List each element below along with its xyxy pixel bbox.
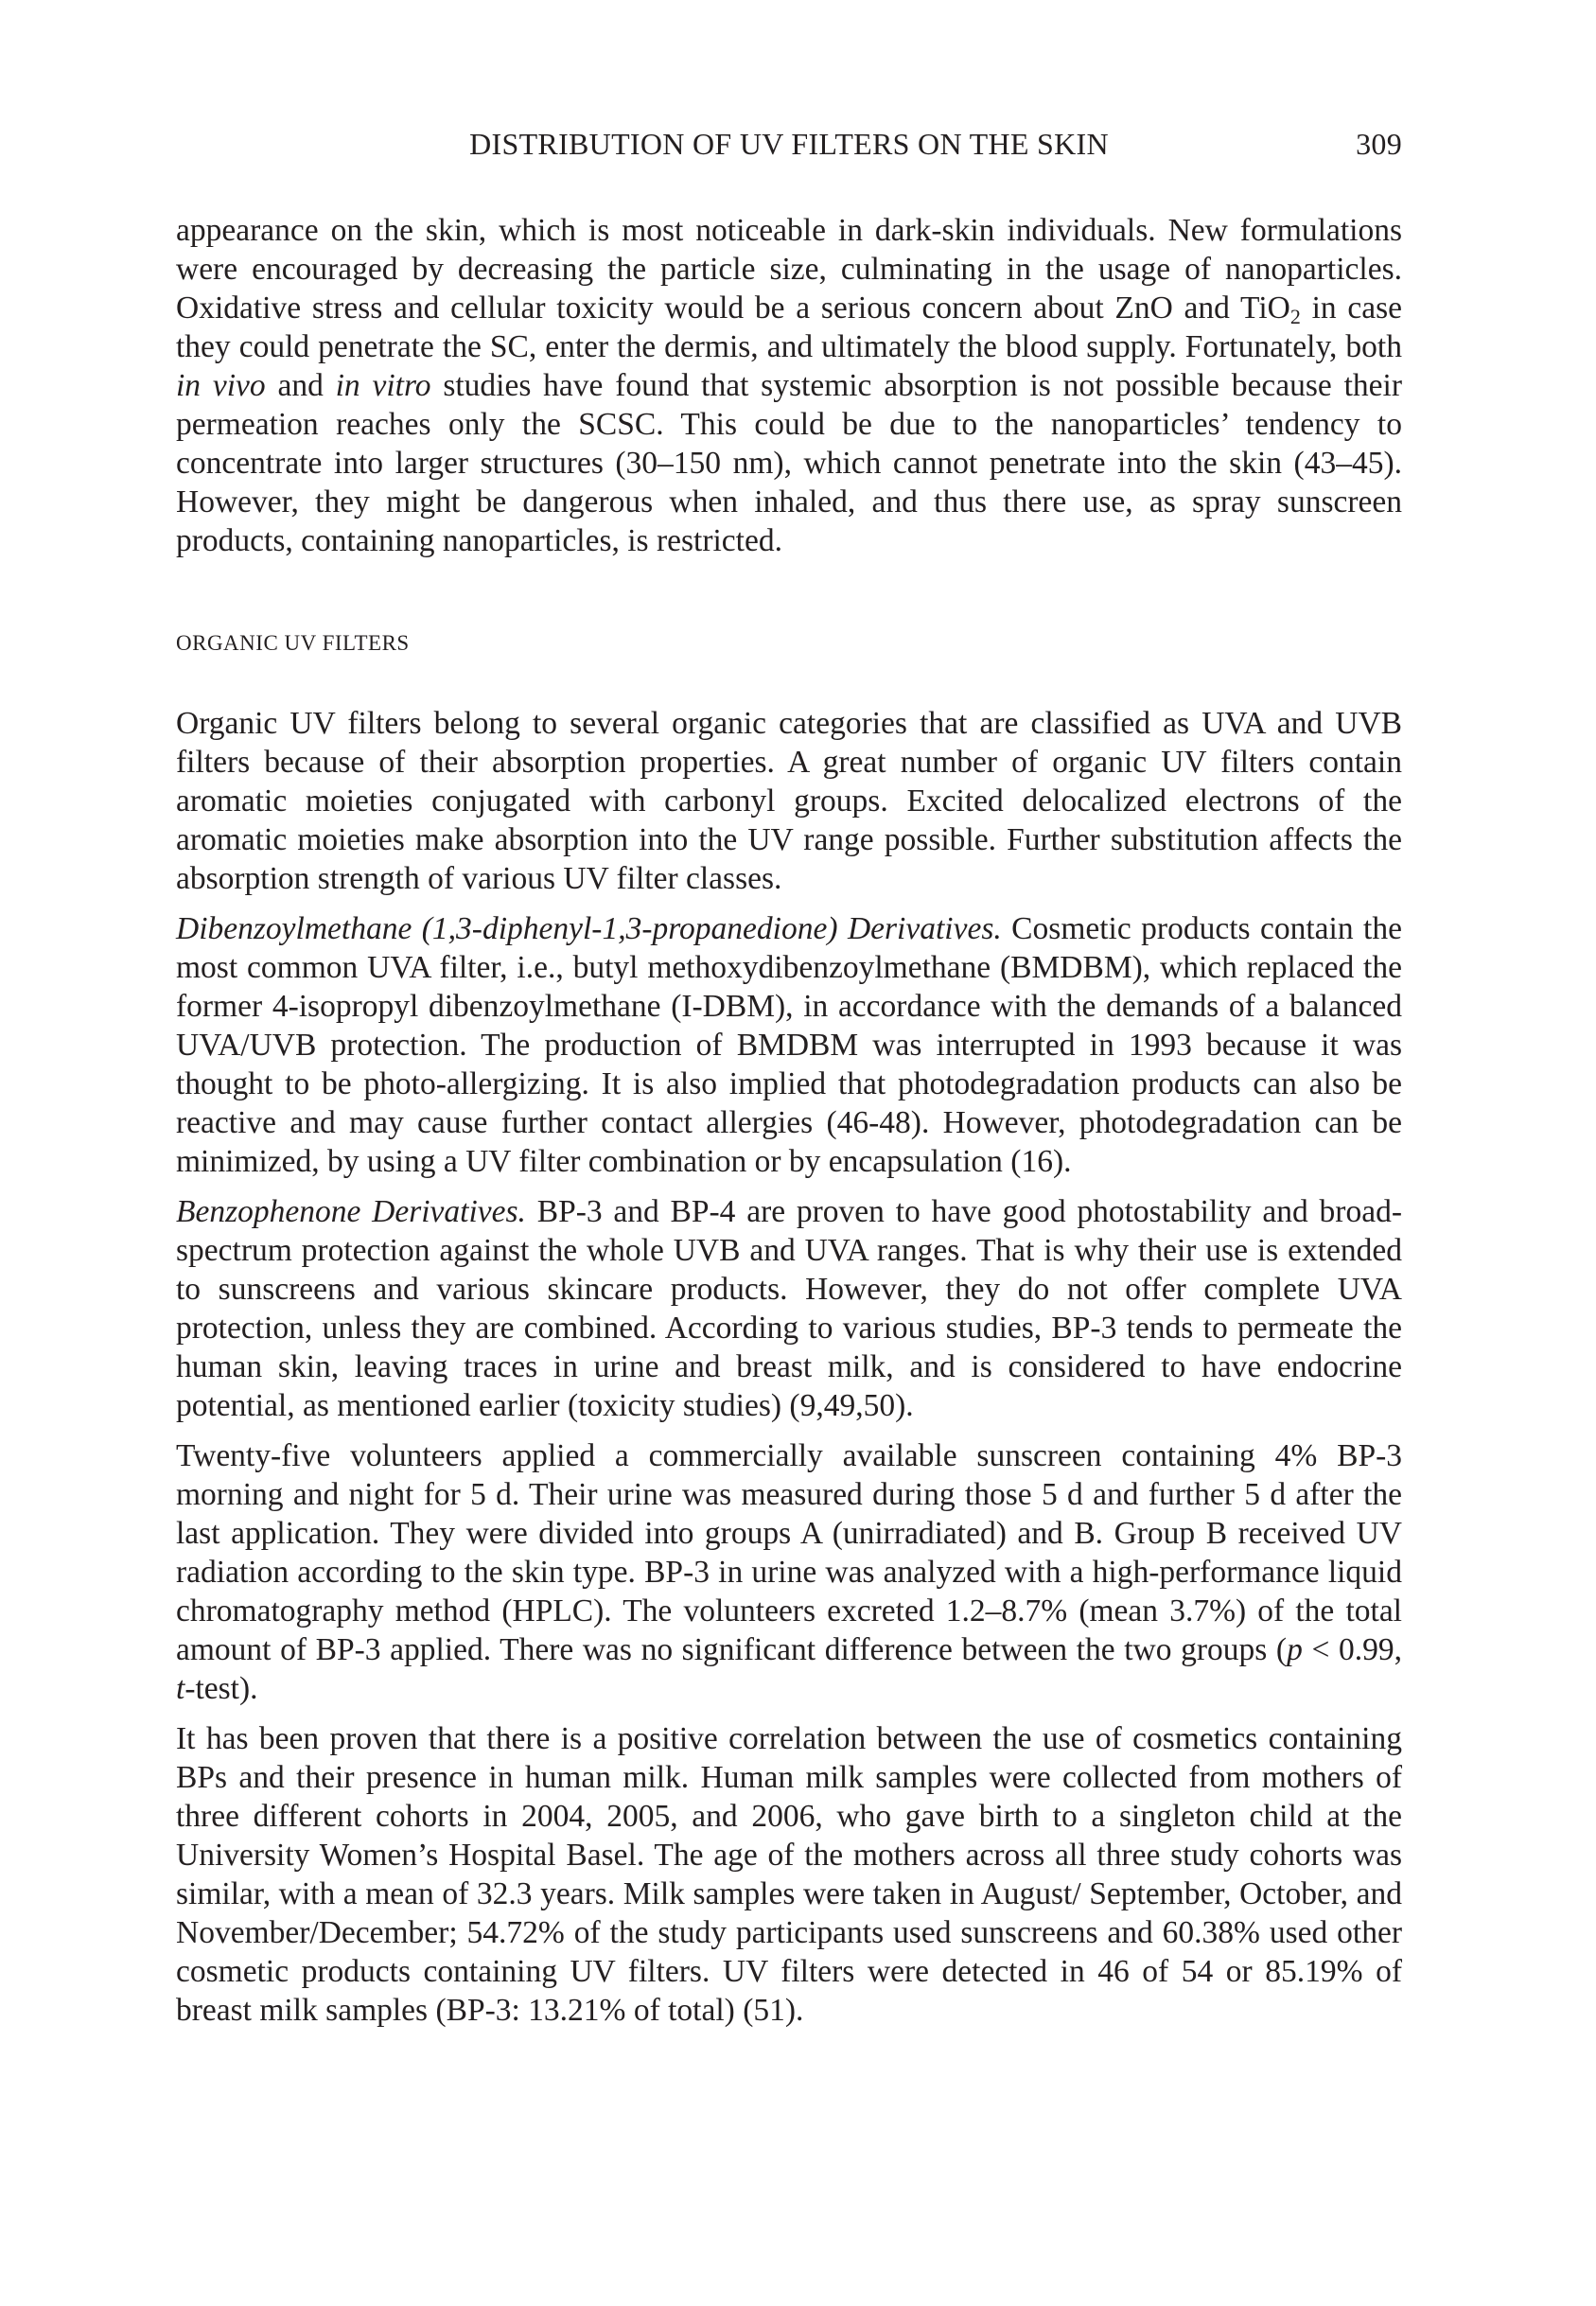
paragraph-volunteers <box>176 1436 1402 1708</box>
paragraph-intro <box>176 211 1402 560</box>
run-in-heading: Dibenzoylmethane (1,3-diphenyl-1,3-propanedione) Derivatives. <box>176 911 1002 946</box>
paragraph-organic-intro: Organic UV filters belong to several organic categories that are classified as UVA and UVB filters because of their absorption properties. A great number of organic UV filters contain aromatic moieties conjugated with carbonyl groups. Excited delocalized electrons of the aromatic moieties make absorption into the UV range possible. Further substitution affects the absorption strength of various UV filter classes. <box>176 706 1402 896</box>
run-in-heading: Benzophenone Derivatives. <box>176 1194 526 1229</box>
paragraph-dibenzoylmethane <box>176 909 1402 1181</box>
text-run: -test). <box>184 1671 258 1706</box>
page-number: 309 <box>1356 127 1402 161</box>
running-title: DISTRIBUTION OF UV FILTERS ON THE SKIN <box>469 127 1109 161</box>
italic-in-vitro: in vitro <box>335 368 431 403</box>
text-run: < 0.99, <box>1302 1632 1402 1667</box>
italic-p: p <box>1287 1632 1303 1667</box>
running-head <box>176 125 1402 174</box>
text-run: Twenty-five volunteers applied a commercially available sunscreen containing 4% BP-3 morning and night for 5 d. Their urine was measured during those 5 d and further 5 d after the last application. They were divided into groups A (unirradiated) and B. Group B received UV radiation according to the skin type. BP-3 in urine was analyzed with a high-performance liquid chromatography method (HPLC). The volunteers excreted 1.2–8.7% (mean 3.7%) of the total amount of BP-3 applied. There was no significant difference between the two groups ( <box>176 1438 1402 1667</box>
text-run: in case they could penetrate the SC, enter the dermis, and ultimately the blood supply. Fortunately, both <box>176 290 1403 364</box>
italic-t: t <box>176 1671 185 1706</box>
page <box>176 125 1402 2030</box>
text-run: and <box>265 368 336 403</box>
text-run: appearance on the skin, which is most noticeable in dark-skin individuals. New formulations were encouraged by decreasing the particle size, culminating in the usage of nanoparticles. Oxidative stress and cellular toxicity would be a serious concern about ZnO and TiO <box>176 213 1402 326</box>
text-run: Cosmetic products contain the most common UVA filter, i.e., butyl methoxydibenzoylmethane (BMDBM), which replaced the former 4-isopropyl dibenzoylmethane (I-DBM), in accordance with the demands of a balanced UVA/UVB protection. The production of BMDBM was interrupted in 1993 because it was thought to be photo-allergizing. It is also implied that photodegradation products can also be reactive and may cause further contact allergies (46-48). However, photodegradation can be minimized, by using a UV filter combination or by encapsulation (16). <box>176 911 1402 1179</box>
subscript-2: 2 <box>1289 305 1301 328</box>
italic-in-vivo: in vivo <box>176 368 266 403</box>
paragraph-benzophenone <box>176 1192 1402 1425</box>
text-run: studies have found that systemic absorption is not possible because their permeation reaches only the SCSC. This could be due to the nanoparticles’ tendency to concentrate into larger structures (30–150 nm), which cannot penetrate into the skin (43–45). However, they might be dangerous when inhaled, and thus there use, as spray sunscreen products, containing nanoparticles, is restricted. <box>176 368 1402 558</box>
text-run: BP-3 and BP-4 are proven to have good photostability and broad-spectrum protection against the whole UVB and UVA ranges. That is why their use is extended to sunscreens and various skincare products. However, they do not offer complete UVA protection, unless they are combined. According to various studies, BP-3 tends to permeate the human skin, leaving traces in urine and breast milk, and is considered to have endocrine potential, as mentioned earlier (toxicity studies) (9,49,50). <box>176 1194 1402 1423</box>
section-heading: ORGANIC UV FILTERS <box>176 631 410 655</box>
paragraph-milk: It has been proven that there is a positive correlation between the use of cosmetics containing BPs and their presence in human milk. Human milk samples were collected from mothers of three different cohorts in 2004, 2005, and 2006, who gave birth to a singleton child at the University Women’s Hospital Basel. The age of the mothers across all three study cohorts was similar, with a mean of 32.3 years. Milk samples were taken in August/ September, October, and November/December; 54.72% of the study participants used sunscreens and 60.38% used other cosmetic products containing UV filters. UV filters were detected in 46 of 54 or 85.19% of breast milk samples (BP-3: 13.21% of total) (51). <box>176 1721 1402 2028</box>
